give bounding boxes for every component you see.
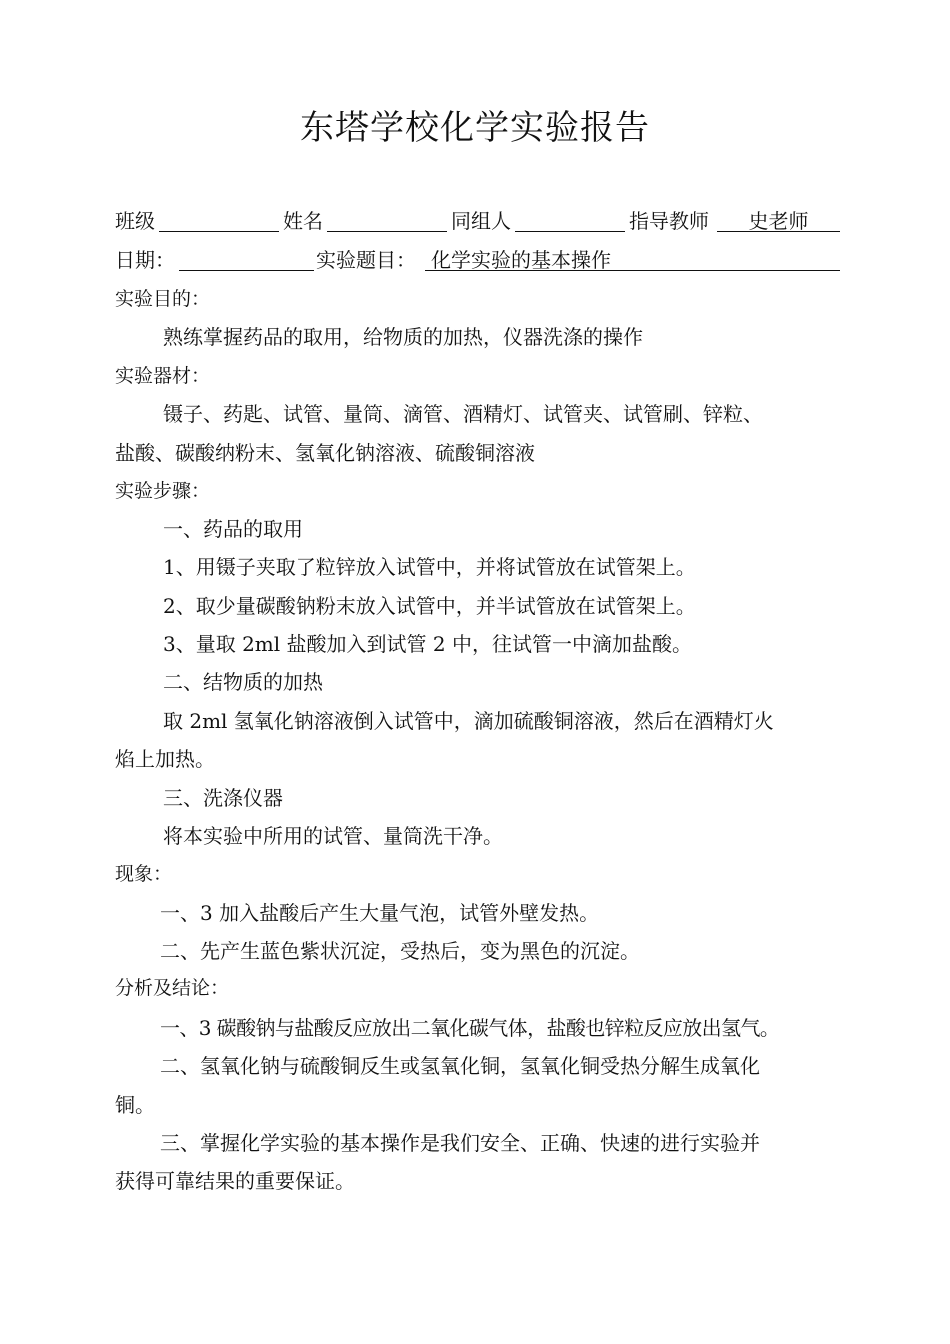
teacher-field[interactable]: 史老师 — [717, 205, 840, 232]
conclusion-2-line-2: 铜。 — [115, 1093, 155, 1117]
materials-line-2: 盐酸、碳酸纳粉末、氢氧化钠溶液、硫酸铜溶液 — [115, 441, 535, 465]
conclusion-3-line-2: 获得可靠结果的重要保证。 — [115, 1169, 355, 1193]
teacher-label: 指导教师 — [629, 209, 709, 233]
step-2-text-2: 焰上加热。 — [115, 747, 215, 771]
materials-heading: 实验器材： — [115, 365, 211, 387]
materials-line-1: 镊子、药匙、试管、量筒、滴管、酒精灯、试管夹、试管刷、锌粒、 — [163, 402, 763, 426]
conclusion-heading: 分析及结论： — [115, 977, 230, 999]
header-row-2 — [115, 244, 840, 274]
step-1-2: 2、取少量碳酸钠粉末放入试管中，并半试管放在试管架上。 — [163, 594, 696, 618]
topic-field[interactable]: 化学实验的基本操作 — [425, 244, 840, 271]
step-2-text-1: 取 2ml 氢氧化钠溶液倒入试管中，滴加硫酸铜溶液，然后在酒精灯火 — [163, 709, 774, 733]
partner-field[interactable] — [515, 205, 625, 232]
partner-label: 同组人 — [451, 209, 511, 233]
step-3-title: 三、洗涤仪器 — [163, 786, 283, 810]
report-title: 东塔学校化学实验报告 — [300, 108, 650, 148]
step-1-1: 1、用镊子夹取了粒锌放入试管中，并将试管放在试管架上。 — [163, 555, 696, 579]
purpose-heading: 实验目的： — [115, 288, 211, 310]
class-field[interactable] — [159, 205, 279, 232]
purpose-text: 熟练掌握药品的取用，给物质的加热，仪器洗涤的操作 — [163, 325, 643, 349]
phenomena-heading: 现象： — [115, 863, 173, 885]
conclusion-2-line-1: 二、氢氧化钠与硫酸铜反生或氢氧化铜，氢氧化铜受热分解生成氧化 — [160, 1054, 760, 1078]
header-row-1 — [115, 205, 840, 235]
step-3-text: 将本实验中所用的试管、量筒洗干净。 — [163, 824, 503, 848]
steps-heading: 实验步骤： — [115, 480, 211, 502]
name-field[interactable] — [327, 205, 447, 232]
step-1-title: 一、药品的取用 — [163, 517, 303, 541]
name-label: 姓名 — [283, 209, 323, 233]
topic-label: 实验题目： — [316, 248, 416, 272]
conclusion-1: 一、3 碳酸钠与盐酸反应放出二氧化碳气体，盐酸也锌粒反应放出氢气。 — [160, 1016, 780, 1040]
step-2-title: 二、结物质的加热 — [163, 670, 323, 694]
date-field[interactable] — [179, 244, 314, 271]
conclusion-3-line-1: 三、掌握化学实验的基本操作是我们安全、正确、快速的进行实验并 — [160, 1131, 760, 1155]
phenomenon-2: 二、先产生蓝色紫状沉淀，受热后，变为黑色的沉淀。 — [160, 939, 640, 963]
class-label: 班级 — [115, 209, 155, 233]
phenomenon-1: 一、3 加入盐酸后产生大量气泡，试管外壁发热。 — [160, 901, 600, 925]
step-1-3: 3、量取 2ml 盐酸加入到试管 2 中，往试管一中滴加盐酸。 — [163, 632, 692, 656]
date-label: 日期： — [115, 248, 175, 272]
